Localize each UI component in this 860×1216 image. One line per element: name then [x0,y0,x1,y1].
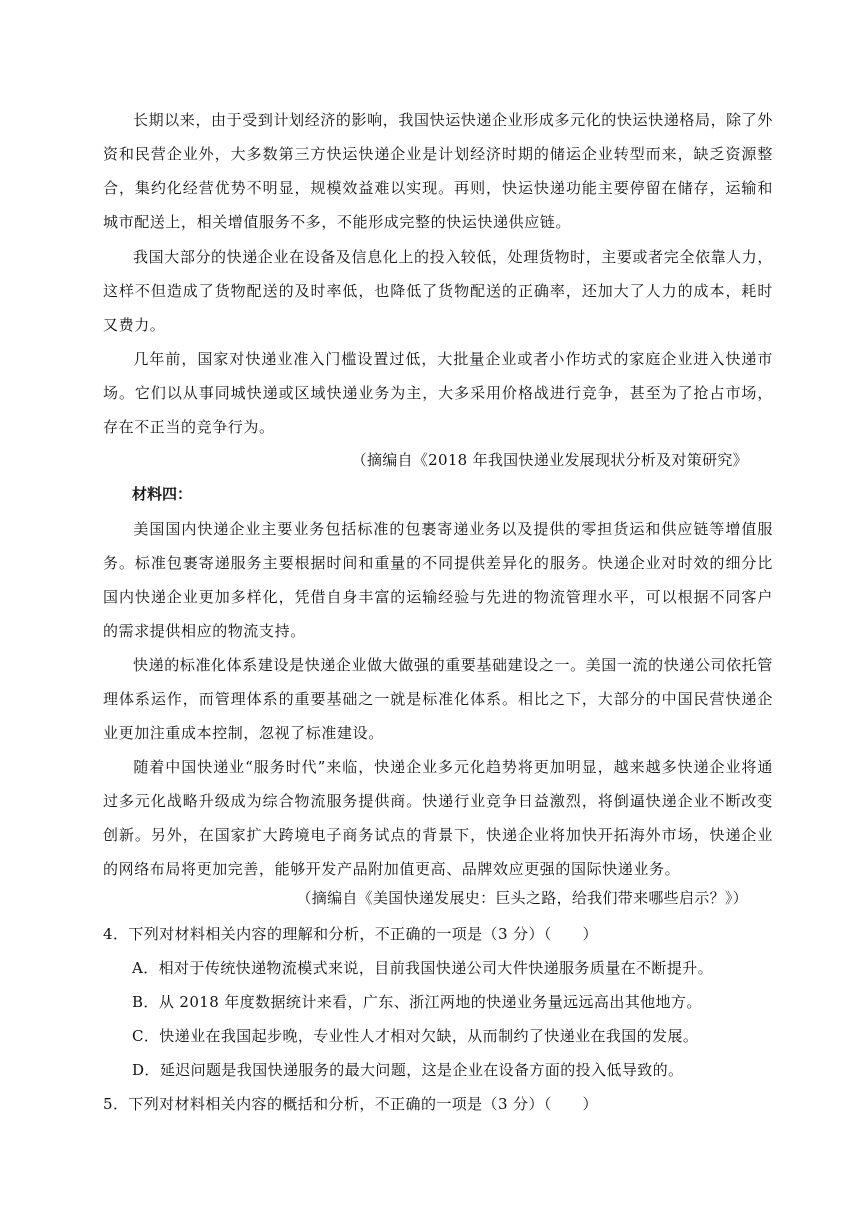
paragraph-text: 几年前，国家对快递业准入门槛设置过低，大批量企业或者小作坊式的家庭企业进入快递市场。它们以从事同城快递或区域快递业务为主，大多采用价格战进行竞争，甚至为了抢占市场，存在不正当的竞争行为。 [103,350,773,436]
question-4: 4．下列对材料相关内容的理解和分析，不正确的一项是（3 分）（ ） [103,925,598,943]
paragraph-investment [103,240,773,342]
source-citation-4: （摘编自《美国快递发展史：巨头之路，给我们带来哪些启示？》） [296,889,748,907]
question-4-option-c: C．快递业在我国起步晚，专业性人才相对欠缺，从而制约了快递业在我国的发展。 [132,1027,699,1045]
paragraph-text: 随着中国快递业“服务时代”来临，快递企业多元化趋势将更加明显，越来越多快递企业将通过多元化战略升级成为综合物流服务提供商。快递行业竞争日益激烈，将倒逼快递企业不断改变创新。另外，在国家扩大跨境电子商务试点的背景下，快递企业将加快开拓海外市场，快递企业的网络布局将更加完善，能够开发产品附加值更高、品牌效应更强的国际快递业务。 [103,758,773,878]
paragraph-text: 快递的标准化体系建设是快递企业做大做强的重要基础建设之一。美国一流的快递公司依托管理体系运作，而管理体系的重要基础之一就是标准化体系。相比之下，大部分的中国民营快递企业更加注重成本控制，忽视了标准建设。 [103,656,773,742]
paragraph-service-era [103,750,773,886]
paragraph-standardization [103,648,773,750]
question-4-option-d: D．延迟问题是我国快递服务的最大问题，这是企业在设备方面的投入低导致的。 [132,1061,684,1079]
paragraph-text: 长期以来，由于受到计划经济的影响，我国快运快递企业形成多元化的快运快递格局，除了外资和民营企业外，大多数第三方快运快递企业是计划经济时期的储运企业转型而来，缺乏资源整合，集约化经营优势不明显，规模效益难以实现。再则，快运快递功能主要停留在储存，运输和城市配送上，相关增值服务不多，不能形成完整的快运快递供应链。 [103,111,773,231]
paragraph-text: 我国大部分的快递企业在设备及信息化上的投入较低，处理货物时，主要或者完全依靠人力，这样不但造成了货物配送的及时率低，也降低了货物配送的正确率，还加大了人力的成本，耗时又费力。 [103,248,773,334]
question-4-option-b: B．从 2018 年度数据统计来看，广东、浙江两地的快递业务量远远高出其他地方。 [132,993,702,1011]
question-4-option-a: A．相对于传统快递物流模式来说，目前我国快递公司大件快递服务质量在不断提升。 [132,959,714,977]
paragraph-us-express [103,512,773,648]
question-5: 5．下列对材料相关内容的概括和分析，不正确的一项是（3 分）（ ） [103,1095,598,1113]
material-four-heading: 材料四： [132,485,193,503]
paragraph-long-term [103,103,773,239]
paragraph-threshold [103,342,773,444]
source-citation-3: （摘编自《2018 年我国快递业发展现状分析及对策研究》 [351,451,748,469]
paragraph-text: 美国国内快递企业主要业务包括标准的包裹寄递业务以及提供的零担货运和供应链等增值服务。标准包裹寄递服务主要根据时间和重量的不同提供差异化的服务。快递企业对时效的细分比国内快递企业更加多样化，凭借自身丰富的运输经验与先进的物流管理水平，可以根据不同客户的需求提供相应的物流支持。 [103,520,773,640]
